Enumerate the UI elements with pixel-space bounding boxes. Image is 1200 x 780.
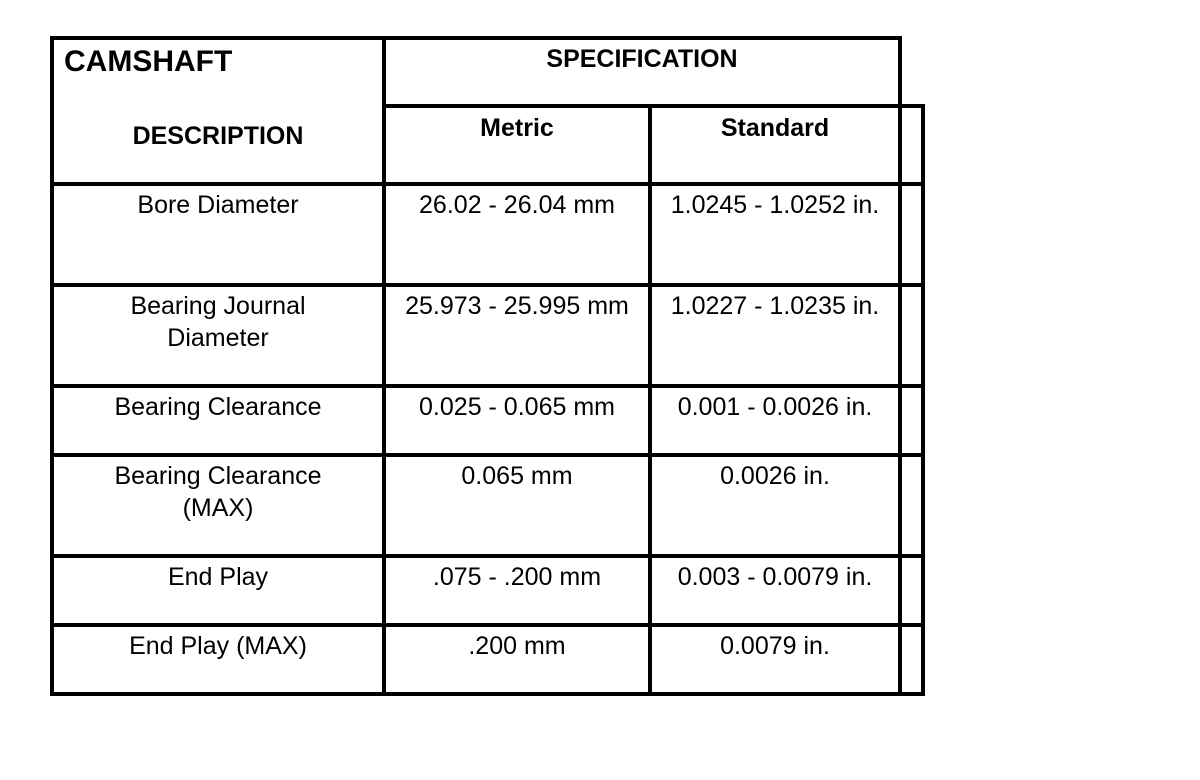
row-metric-value: 0.065 mm [461,462,573,490]
row-description: Bearing Journal Diameter [130,292,306,352]
header-bottom-border [50,182,925,186]
row-standard-value: 0.001 - 0.0026 in. [677,393,873,421]
row-standard-value: 1.0245 - 1.0252 in. [670,191,880,219]
row-description: End Play (MAX) [129,632,307,660]
row-divider [50,384,925,388]
row-standard-value: 0.003 - 0.0079 in. [677,563,873,591]
row-standard-value: 1.0227 - 1.0235 in. [670,292,880,320]
description-header: DESCRIPTION [132,122,304,150]
table-border-right [921,104,925,696]
specification-header: SPECIFICATION [546,45,738,73]
table-border-top [50,36,902,40]
row-metric-value: .075 - .200 mm [432,563,602,591]
spec-subheader-divider [383,104,925,108]
row-divider [50,283,925,287]
standard-header: Standard [720,114,830,142]
row-description: Bearing Clearance (MAX) [114,462,322,522]
row-description: Bearing Clearance [114,393,322,421]
row-metric-value: 26.02 - 26.04 mm [419,191,615,219]
table-border-bottom [50,692,925,696]
row-divider [50,453,925,457]
table-title: CAMSHAFT [64,45,233,78]
row-metric-value: .200 mm [468,632,566,660]
row-metric-value: 0.025 - 0.065 mm [419,393,615,421]
row-metric-value: 25.973 - 25.995 mm [405,292,629,320]
row-description: Bore Diameter [137,191,299,219]
row-divider [50,623,925,627]
row-standard-value: 0.0026 in. [720,462,830,490]
row-standard-value: 0.0079 in. [720,632,830,660]
row-divider [50,554,925,558]
metric-header: Metric [480,114,554,142]
column-divider [898,36,902,696]
row-description: End Play [167,563,269,591]
